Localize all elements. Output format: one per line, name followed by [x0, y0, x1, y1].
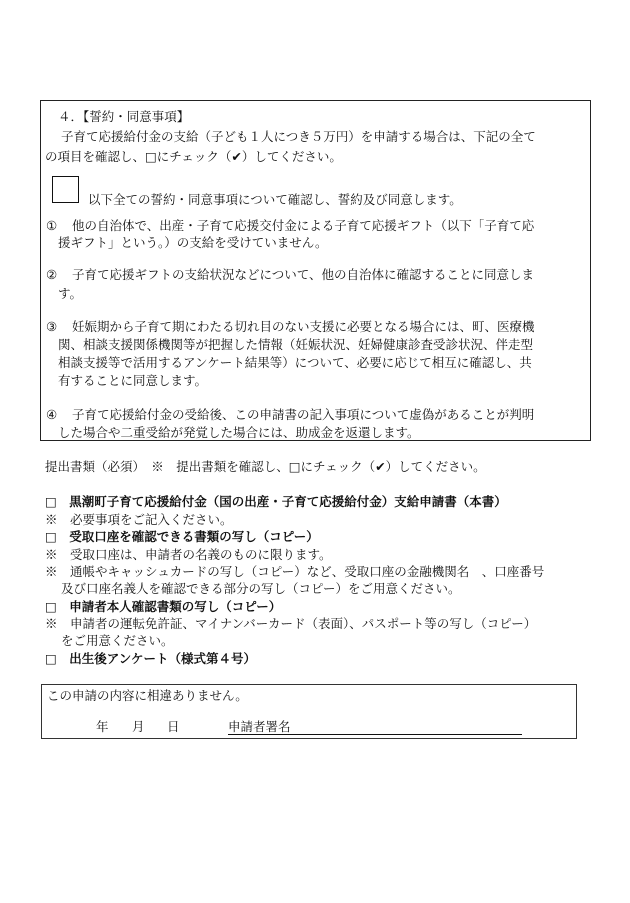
doc-note-account-holder: ※ 受取口座は、申請者の名義のものに限ります。	[45, 547, 332, 562]
date-day-label: 日	[167, 719, 180, 734]
intro-text-line2: の項目を確認し、□にチェック（✔）してください。	[45, 149, 342, 164]
item-4-number: ④	[46, 407, 58, 422]
date-month-label: 月	[132, 719, 145, 734]
agree-checkbox[interactable]	[52, 176, 79, 203]
doc-item-postnatal-survey[interactable]: □ 出生後アンケート（様式第４号）	[45, 651, 257, 666]
item-4-text-line2: した場合や二重受給が発覚した場合には、助成金を返還します。	[58, 425, 420, 440]
item-3-text-line1: 妊娠期から子育て期にわたる切れ目のない支援に必要となる場合には、町、医療機	[72, 319, 535, 334]
doc-note-fill-required: ※ 必要事項をご記入ください。	[45, 512, 233, 527]
signer-label: 申請者署名	[228, 719, 291, 734]
doc-note-passbook-line2: 及び口座名義人を確認できる部分の写し（コピー）をご用意ください。	[61, 581, 461, 596]
item-3-text-line4: 有することに同意します。	[58, 373, 208, 388]
doc-note-passbook-line1: ※ 通帳やキャッシュカードの写し（コピー）など、受取口座の金融機関名 、口座番号	[45, 564, 545, 579]
item-1-number: ①	[46, 218, 58, 233]
doc-item-bank-account-copy[interactable]: □ 受取口座を確認できる書類の写し（コピー）	[45, 529, 319, 544]
date-year-label: 年	[96, 719, 109, 734]
doc-item-application-form[interactable]: □ 黒潮町子育て応援給付金（国の出産・子育て応援給付金）支給申請書（本書）	[45, 494, 507, 509]
item-1-text-line1: 他の自治体で、出産・子育て応援交付金による子育て応援ギフト（以下「子育て応	[72, 218, 535, 233]
doc-note-id-line2: をご用意ください。	[61, 633, 174, 648]
signature-statement: この申請の内容に相違ありません。	[47, 688, 248, 703]
item-3-number: ③	[46, 319, 58, 334]
item-1-text-line2: 援ギフト」という。）の支給を受けていません。	[58, 235, 328, 250]
doc-note-id-line1: ※ 申請者の運転免許証、マイナンバーカード（表面）、パスポート等の写し（コピー）	[45, 616, 537, 631]
item-4-text-line1: 子育て応援給付金の受給後、この申請書の記入事項について虚偽があることが判明	[72, 407, 535, 422]
item-3-text-line2: 関、相談支援関係機関等が把握した情報（妊娠状況、妊婦健康診査受診状況、伴走型	[58, 337, 534, 352]
item-2-number: ②	[46, 267, 58, 282]
item-2-text-line2: す。	[58, 286, 83, 301]
documents-header: 提出書類（必須） ※ 提出書類を確認し、□にチェック（✔）してください。	[45, 459, 486, 474]
section-heading: ４．【誓約・同意事項】	[58, 109, 190, 124]
doc-item-id-copy[interactable]: □ 申請者本人確認書類の写し（コピー）	[45, 599, 282, 614]
intro-text-line1: 子育て応援給付金の支給（子ども１人につき５万円）を申請する場合は、下記の全て	[61, 129, 536, 144]
item-3-text-line3: 相談支援等で活用するアンケート結果等）について、必要に応じて相互に確認し、共	[58, 355, 532, 370]
signature-input-line[interactable]	[228, 734, 522, 735]
agree-checkbox-label: 以下全ての誓約・同意事項について確認し、誓約及び同意します。	[88, 192, 462, 207]
item-2-text-line1: 子育て応援ギフトの支給状況などについて、他の自治体に確認することに同意しま	[72, 267, 535, 282]
